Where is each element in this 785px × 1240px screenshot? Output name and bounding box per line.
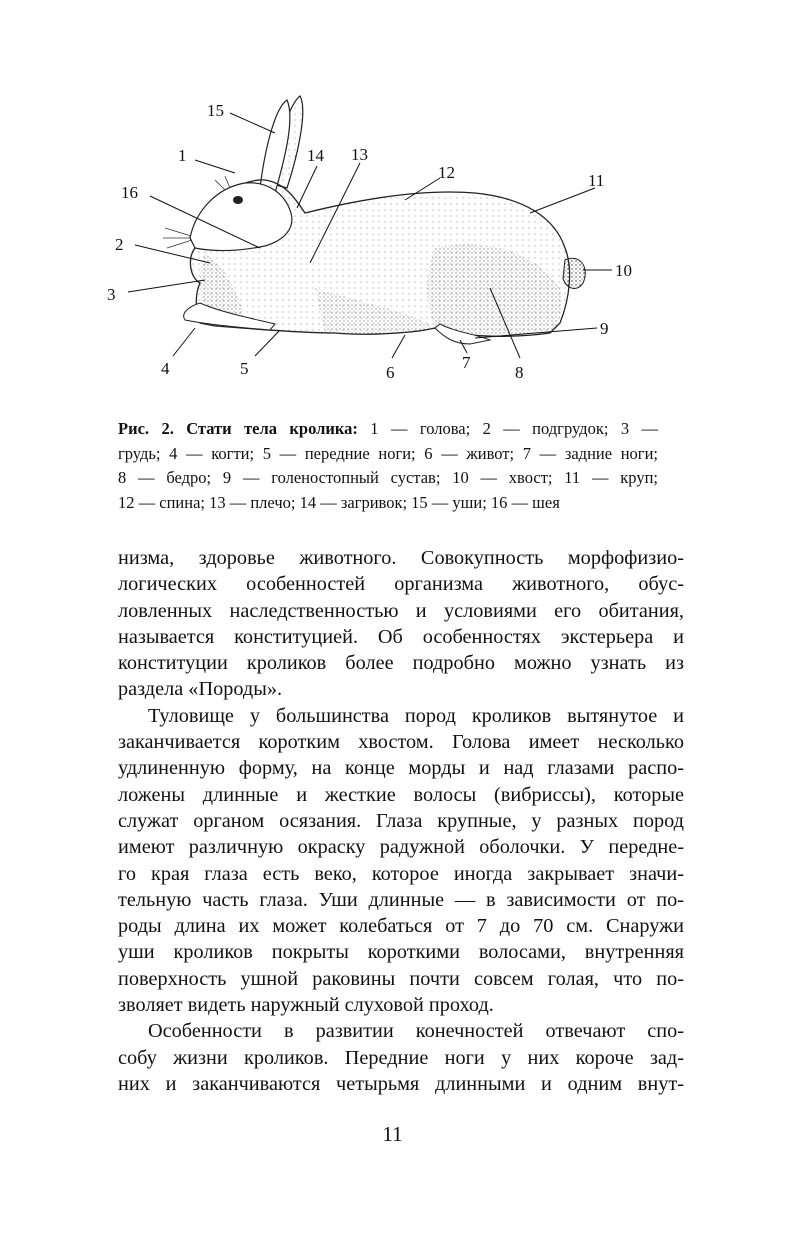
caption-line: грудь; 4 — когти; 5 — передние ноги; 6 — живот; 7 — задние ноги;	[118, 443, 658, 463]
body-line: Туловище у большинства пород кроликов вытянутое и	[148, 704, 684, 727]
body-line: ложены длинные и жесткие волосы (вибриссы), которые	[118, 783, 684, 806]
caption-line: 12 — спина; 13 — плечо; 14 — загривок; 15 — уши; 16 — шея	[118, 492, 560, 512]
figure-label-14: 14	[307, 146, 324, 165]
figure-label-7: 7	[462, 353, 471, 372]
caption-text: 1 — голова; 2 — подгрудок; 3 —	[357, 419, 658, 438]
figure-label-9: 9	[600, 319, 609, 338]
rabbit-tail	[563, 258, 585, 288]
caption-line	[118, 417, 658, 442]
figure-label-5: 5	[240, 359, 249, 378]
body-line: уши кроликов покрыты короткими волосами, внутренняя	[118, 941, 684, 964]
body-line: тельную часть глаза. Уши длинные — в зависимости от по-	[118, 888, 684, 911]
figure-label-12: 12	[438, 163, 455, 182]
rabbit-eye	[233, 196, 243, 204]
body-line: роды длина их может колебаться от 7 до 70 см. Снаружи	[118, 915, 684, 938]
rabbit-head	[190, 183, 292, 251]
body-line: зволяет видеть наружный слуховой проход.	[118, 994, 494, 1017]
body-line: собу жизни кроликов. Передние ноги у них короче зад-	[118, 1046, 684, 1069]
figure-label-10: 10	[615, 261, 632, 280]
caption-line: 8 — бедро; 9 — голеностопный сустав; 10 — хвост; 11 — круп;	[118, 468, 658, 487]
figure-label-2: 2	[115, 235, 124, 254]
body-line: ловленных наследственностью и условиями его обитания,	[118, 599, 684, 622]
body-text	[118, 545, 684, 1097]
body-line: Особенности в развитии конечностей отвечают спо-	[148, 1020, 684, 1043]
figure-label-6: 6	[386, 363, 395, 382]
body-line: конституции кроликов более подробно можно узнать из	[118, 652, 684, 675]
figure-label-3: 3	[107, 285, 116, 304]
figure-caption	[118, 417, 658, 515]
figure-label-11: 11	[588, 171, 605, 190]
rabbit-figure	[95, 88, 695, 388]
body-line: логических особенностей организма животного, обус-	[118, 573, 684, 596]
figure-label-16: 16	[121, 183, 138, 202]
body-line: раздела «Породы».	[118, 678, 283, 701]
figure-label-1: 1	[178, 146, 187, 165]
figure-label-15: 15	[207, 101, 224, 120]
rabbit-illustration	[95, 88, 695, 388]
body-line: служат органом осязания. Глаза крупные, у разных пород	[118, 809, 684, 832]
page-number: 11	[382, 1122, 403, 1146]
body-line: поверхность ушной раковины почти совсем голая, что по-	[118, 967, 684, 990]
caption-title: Рис. 2. Стати тела кролика:	[118, 419, 358, 438]
body-line: удлиненную форму, на конце морды и над глазами распо-	[118, 757, 684, 780]
figure-label-13: 13	[351, 145, 368, 164]
figure-label-4: 4	[161, 359, 170, 378]
body-line: имеют различную окраску радужной оболочки. У передне-	[118, 836, 684, 859]
body-line: низма, здоровье животного. Совокупность морфофизио-	[118, 547, 684, 569]
body-line: них и заканчиваются четырьмя длинными и одним внут-	[118, 1072, 684, 1095]
body-line: го края глаза есть веко, которое иногда закрывает значи-	[118, 862, 684, 885]
figure-label-8: 8	[515, 363, 524, 382]
body-line: заканчивается коротким хвостом. Голова имеет несколько	[118, 731, 684, 754]
body-line: называется конституцией. Об особенностях экстерьера и	[118, 625, 684, 648]
